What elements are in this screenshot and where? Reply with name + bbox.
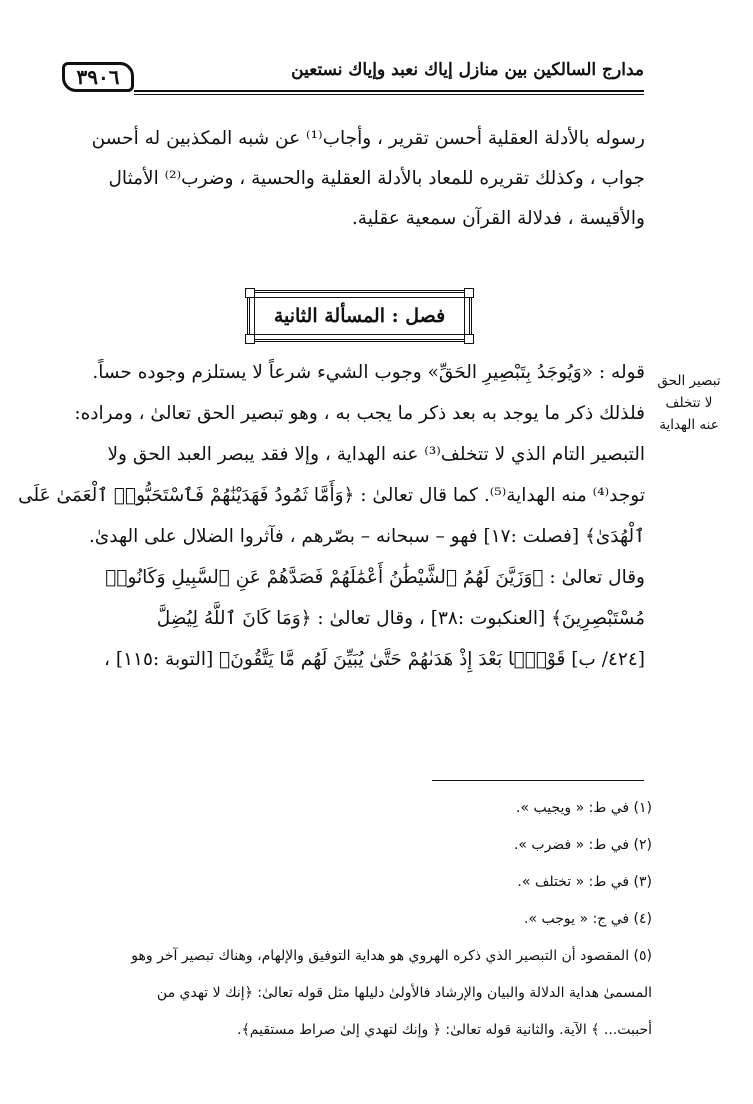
frame-corner-ornament [464, 288, 474, 298]
section-heading-frame [247, 290, 472, 342]
header-rule [134, 90, 644, 92]
frame-corner-ornament [464, 334, 474, 344]
text-line: ٱلْهُدَىٰ﴾ [فصلت :١٧] فهو – سبحانه – بصّرهم ، فآثروا الضلال على الهدىٰ. [88, 526, 645, 547]
text-line: توجد⁽⁴⁾ منه الهداية⁽⁵⁾. كما قال تعالىٰ : ﴿وَأَمَّا ثَمُودُ فَهَدَيْنَٰهُمْ فَٱسْتَحَبُّوا۟ ٱلْعَمَىٰ عَلَى [18, 485, 645, 506]
footnote: (١) في ط: « ويجيب ». [516, 800, 652, 816]
page-header [62, 58, 644, 98]
footnote: المسمىٰ هداية الدلالة والبيان والإرشاد فالأولىٰ دليلها مثل قوله تعالىٰ: ﴿إنك لا تهدي من [156, 985, 652, 1001]
text-line: رسوله بالأدلة العقلية أحسن تقرير ، وأجاب⁽¹⁾ عن شبه المكذبين له أحسن [91, 128, 645, 149]
footnote: (٣) في ط: « تختلف ». [517, 874, 652, 890]
margin-note-line: تبصير الحق [657, 373, 721, 389]
margin-note [646, 370, 732, 436]
margin-note-line: لا تتخلف [665, 395, 713, 411]
text-line: [٤٢٤/ ب] قَوْمًۢا بَعْدَ إِذْ هَدَىٰهُمْ حَتَّىٰ يُبَيِّنَ لَهُم مَّا يَتَّقُونَ﴾ [التوبة :١١٥] ، [104, 649, 645, 670]
frame-corner-ornament [245, 288, 255, 298]
section-heading: فصل : المسألة الثانية [273, 305, 446, 327]
page-number: ٣٩٠٦ [62, 62, 134, 92]
text-line: والأقيسة ، فدلالة القرآن سمعية عقلية. [351, 208, 645, 229]
text-line: وقال تعالىٰ : ﴿وَزَيَّنَ لَهُمُ ٱلشَّيْطَٰنُ أَعْمَٰلَهُمْ فَصَدَّهُمْ عَنِ ٱلسَّبِيلِ وَكَانُوا۟ [105, 567, 645, 588]
footnote: أحببت... ﴾ الآية. والثانية قوله تعالىٰ: ﴿ وإنك لتهدي إلىٰ صراط مستقيم﴾. [237, 1022, 652, 1038]
text-line: فلذلك ذكر ما يوجد به بعد ذكر ما يجب به ، وهو تبصير الحق تعالىٰ ، ومراده: [74, 403, 645, 424]
running-title: مدارج السالكين بين منازل إياك نعبد وإياك نستعين [291, 60, 644, 80]
margin-note-line: عنه الهداية [659, 417, 719, 433]
text-line: جواب ، وكذلك تقريره للمعاد بالأدلة العقلية والحسية ، وضرب⁽²⁾ الأمثال [108, 168, 645, 189]
footnote: (٥) المقصود أن التبصير الذي ذكره الهروي هو هداية التوفيق والإلهام، وهناك تبصير آخر وهو [131, 948, 652, 964]
footnote: (٢) في ط: « فضرب ». [513, 837, 652, 853]
footnote-separator [432, 780, 644, 781]
footnote: (٤) في ج: « يوجب ». [524, 911, 652, 927]
text-line: قوله : «وَيُوجَدُ بِتَبْصِيرِ الحَقِّ» وجوب الشيء شرعاً لا يستلزم وجوده حساً. [92, 362, 645, 383]
header-rule-thin [134, 94, 644, 95]
text-line: مُسْتَبْصِرِينَ﴾ [العنكبوت :٣٨] ، وقال تعالىٰ : ﴿وَمَا كَانَ ٱللَّهُ لِيُضِلَّ [156, 608, 645, 629]
text-line: التبصير التام الذي لا تتخلف⁽³⁾ عنه الهداية ، وإلا فقد يبصر العبد الحق ولا [107, 444, 645, 465]
frame-corner-ornament [245, 334, 255, 344]
